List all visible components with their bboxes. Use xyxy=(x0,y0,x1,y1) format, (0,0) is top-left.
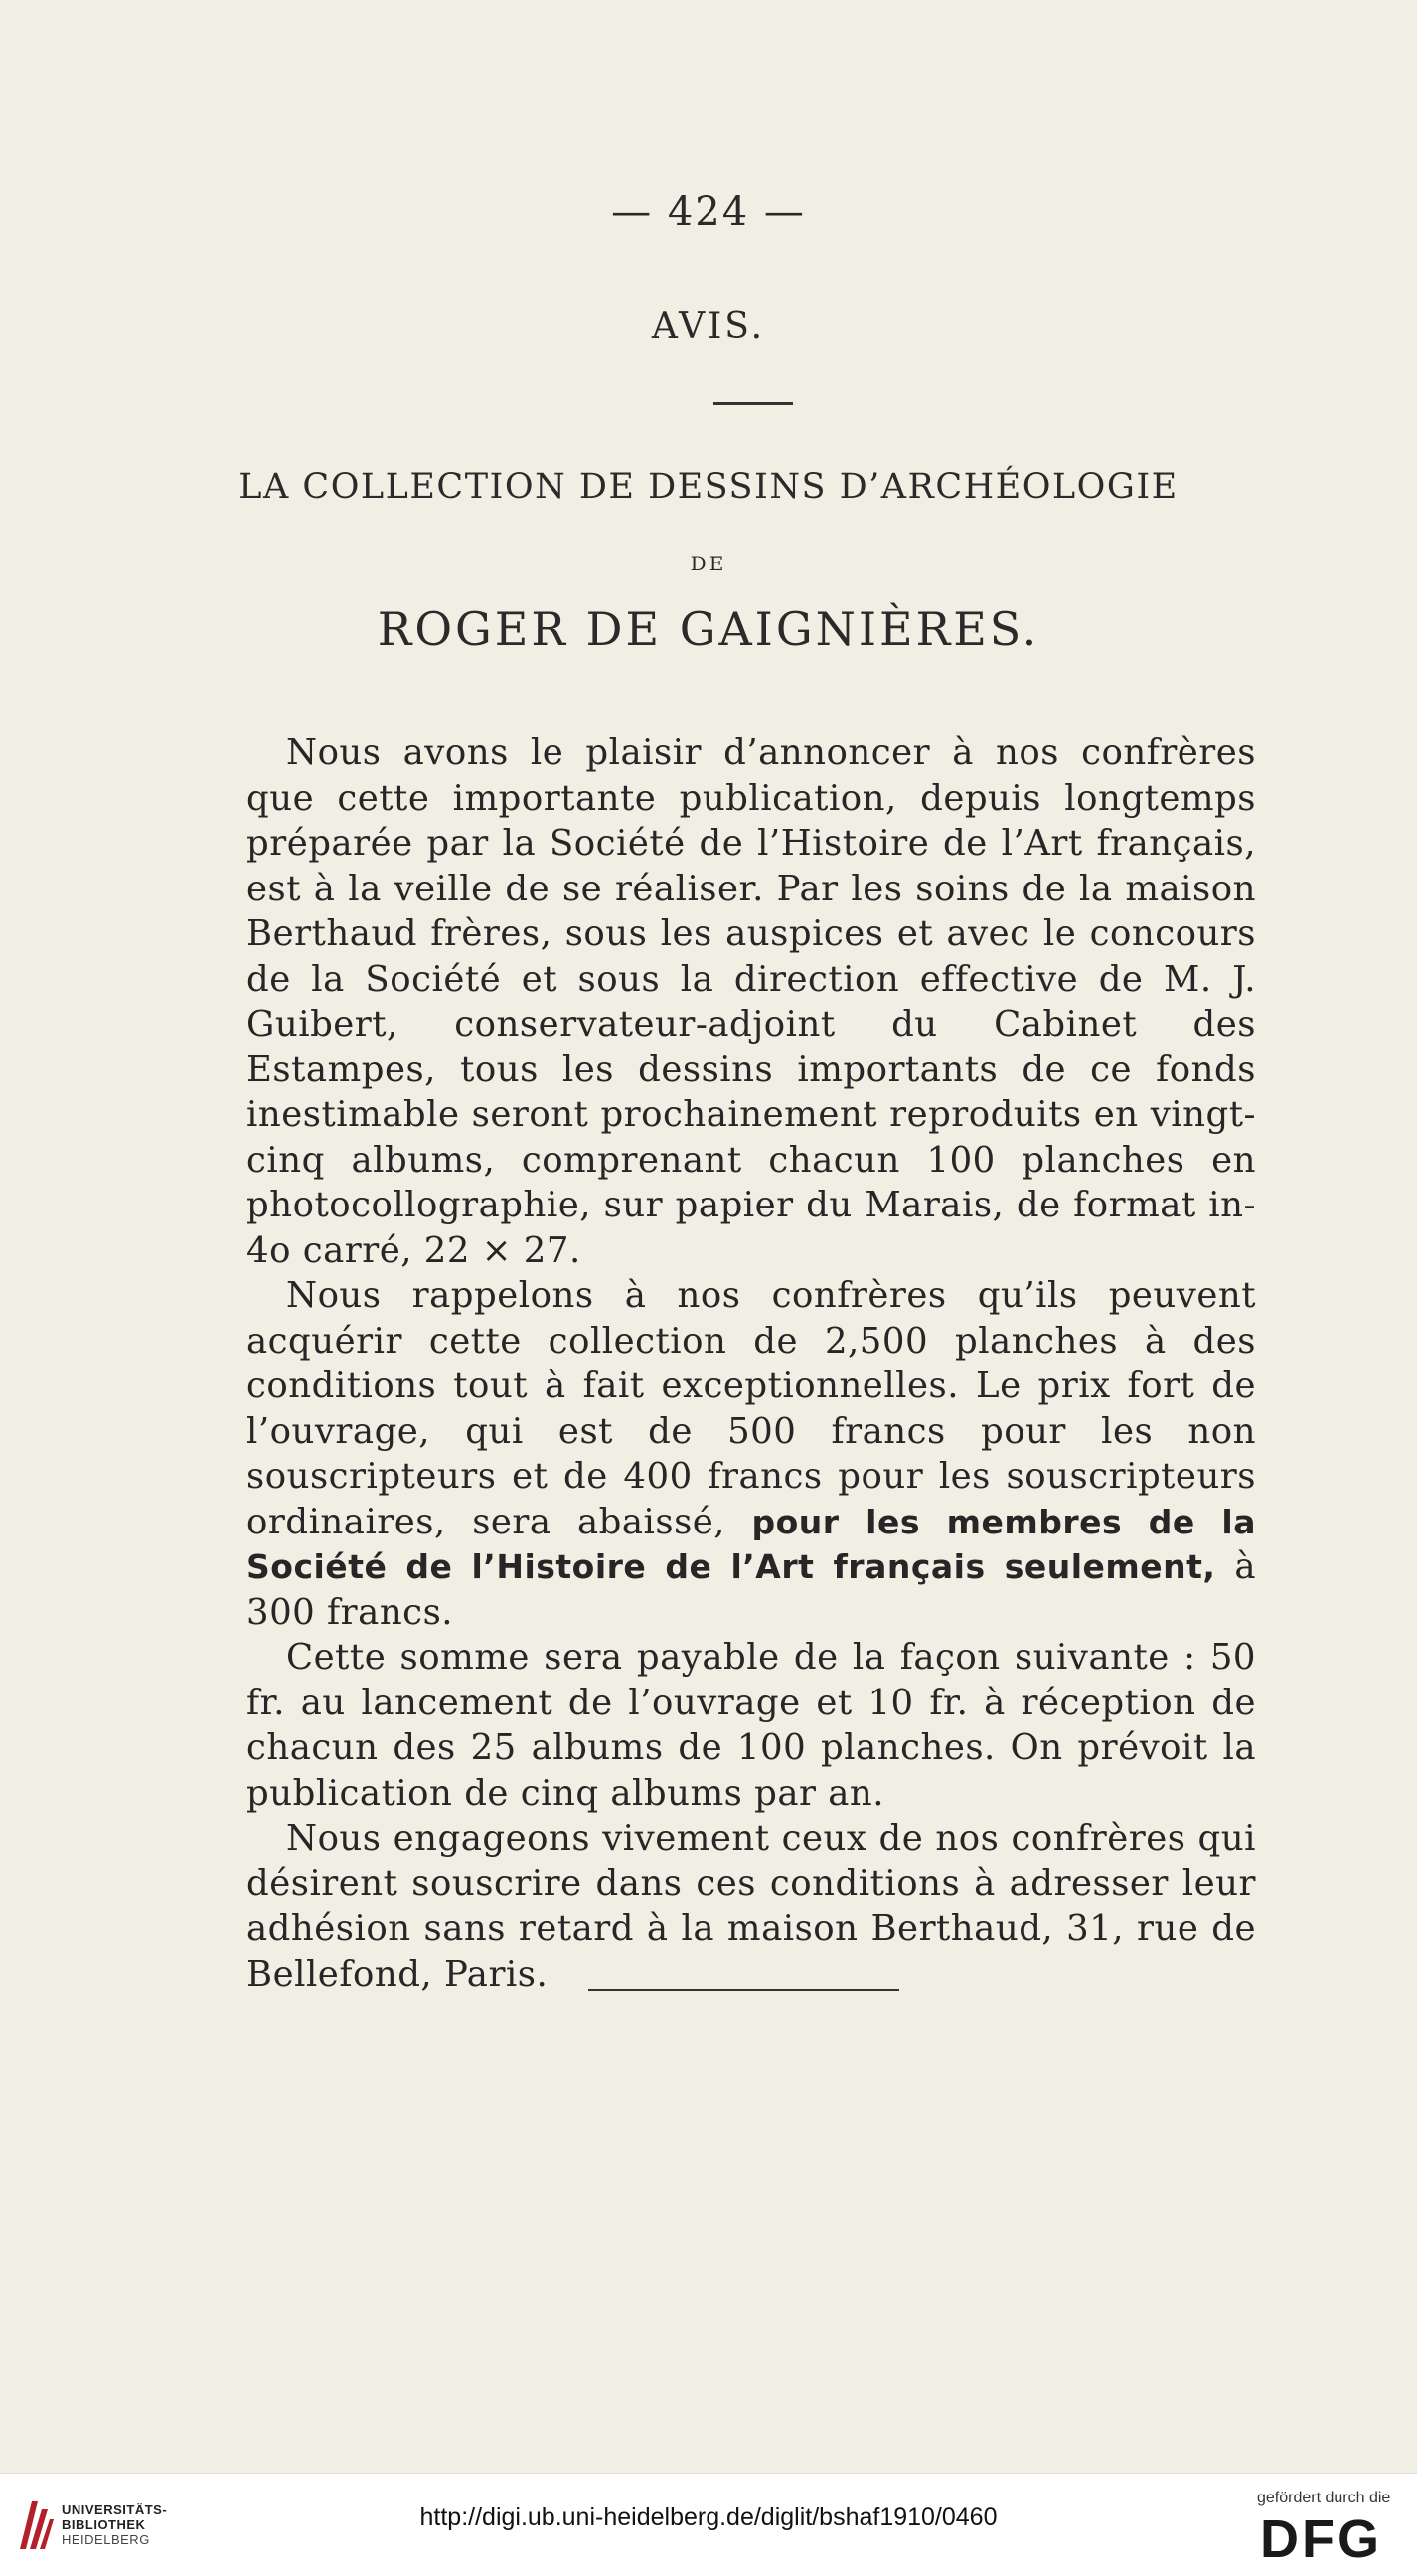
title-connector: DE xyxy=(690,552,727,575)
heading-divider xyxy=(713,402,793,405)
collection-subject: ROGER DE GAIGNIÈRES. xyxy=(377,602,1040,656)
funding-label: gefördert durch die xyxy=(1257,2490,1391,2506)
library-name-line-2: BIBLIOTHEK xyxy=(62,2517,146,2532)
closing-rule xyxy=(588,1989,899,1991)
paragraph-1: Nous avons le plaisir d’annoncer à nos confrères que cette importante publication, depuis longtemps préparée par la Société de l’Histoire de l’Art français, est à la veille de se réaliser. Par les soins de la maison Berthaud frères, sous les auspices et avec le concours de la Société et sous la direction effective de M. J. Guibert, conservateur-adjoint du Cabinet des Estampes, tous les dessins importants de ce fonds inestimable seront prochainement reproduits en vingt-cinq albums, comprenant chacun 100 planches en photocollographie, sur papier du Marais, de format in-4o carré, 22 × 27. xyxy=(246,732,1256,1271)
paragraph-4: Nous engageons vivement ceux de nos confrères qui désirent souscrire dans ces conditions à adresser leur adhésion sans retard à la maison Berthaud, 31, rue de Bellefond, Paris. xyxy=(246,1818,1256,1995)
notice-heading: AVIS. xyxy=(651,306,766,347)
paragraph-3: Cette somme sera payable de la façon suivante : 50 fr. au lancement de l’ouvrage et 10 fr. à réception de chacun des 25 albums de 100 planches. On prévoit la publication de cinq albums par an. xyxy=(246,1637,1256,1814)
paragraph-2-emphasis: pour les membres de la Société de l’Histoire de l’Art français seulement, xyxy=(246,1502,1256,1586)
notice-body xyxy=(246,730,1256,1997)
library-name-line-1: UNIVERSITÄTS- xyxy=(62,2502,168,2517)
collection-title: LA COLLECTION DE DESSINS D’ARCHÉOLOGIE xyxy=(238,467,1179,507)
paragraph-2 xyxy=(246,1273,1256,1635)
paragraph-2-start: Nous rappelons à nos confrères qu’ils peuvent acquérir cette collection de 2,500 planches à des conditions tout à fait exceptionnelles. Le prix fort de l’ouvrage, qui est de 500 francs pour les non souscripteurs et de 400 francs pour les souscripteurs ordinaires, sera abaissé, xyxy=(246,1275,1256,1542)
library-name-line-3: HEIDELBERG xyxy=(62,2532,150,2547)
page-number: — 424 — xyxy=(611,189,806,235)
paragraph-2-end: à 300 francs. xyxy=(246,1546,1257,1633)
dfg-logo[interactable]: DFG xyxy=(1260,2509,1382,2569)
permalink-url[interactable]: http://digi.ub.uni-heidelberg.de/diglit/bshaf1910/0460 xyxy=(419,2503,998,2531)
